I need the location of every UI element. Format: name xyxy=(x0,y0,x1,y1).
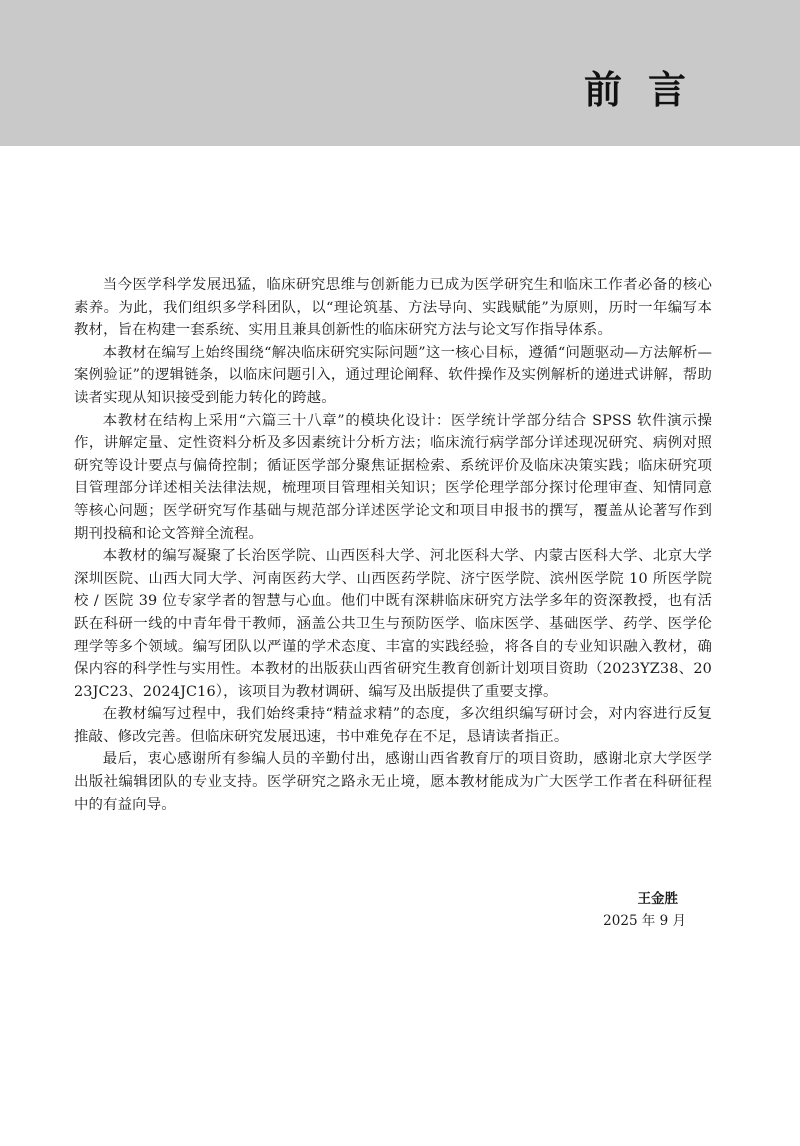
signature-block xyxy=(603,888,686,932)
paragraph: 最后，衷心感谢所有参编人员的辛勤付出，感谢山西省教育厅的项目资助，感谢北京大学医学出版社编辑团队的专业支持。医学研究之路永无止境，愿本教材能成为广大医学工作者在科研征程中的有益向导。 xyxy=(74,751,712,813)
signature-date: 2025 年 9 月 xyxy=(603,913,686,929)
paragraph: 在教材编写过程中，我们始终秉持“精益求精”的态度，多次组织编写研讨会，对内容进行反复推敲、修改完善。但临床研究发展迅速，书中难免存在不足，恳请读者指正。 xyxy=(74,706,712,745)
header-band xyxy=(0,0,800,146)
paragraph: 当今医学科学发展迅猛，临床研究思维与创新能力已成为医学研究生和临床工作者必备的核心素养。为此，我们组织多学科团队，以“理论筑基、方法导向、实践赋能”为原则，历时一年编写本教材，旨在构建一套系统、实用且兼具创新性的临床研究方法与论文写作指导体系。 xyxy=(74,277,712,339)
page-title: 前言 xyxy=(583,68,712,112)
author-name: 王金胜 xyxy=(637,891,678,907)
preface-body xyxy=(74,274,712,816)
paragraph: 本教材在结构上采用“六篇三十八章”的模块化设计：医学统计学部分结合 SPSS 软件演示操作，讲解定量、定性资料分析及多因素统计分析方法；临床流行病学部分详述现况研究、病例对照研究等设计要点与偏倚控制；循证医学部分聚焦证据检索、系统评价及临床决策实践；临床研究项目管理部分详述相关法律法规，梳理项目管理相关知识；医学伦理学部分探讨伦理审查、知情同意等核心问题；医学研究写作基础与规范部分详述医学论文和项目申报书的撰写，覆盖从论著写作到期刊投稿和论文答辩全流程。 xyxy=(74,412,712,542)
paragraph: 本教材的编写凝聚了长治医学院、山西医科大学、河北医科大学、内蒙古医科大学、北京大学深圳医院、山西大同大学、河南医药大学、山西医药学院、济宁医学院、滨州医学院 10 所医学院校 / 医院 39 位专家学者的智慧与心血。他们中既有深耕临床研究方法学多年的资深教授，也有活跃在科研一线的中青年骨干教师，涵盖公共卫生与预防医学、临床医学、基础医学、药学、医学伦理学等多个领域。编写团队以严谨的学术态度、丰富的实践经验，将各自的专业知识融入教材，确保内容的科学性与实用性。本教材的出版获山西省研究生教育创新计划项目资助（2023YZ38、2023JC23、2024JC16），该项目为教材调研、编写及出版提供了重要支撑。 xyxy=(74,548,712,700)
paragraph: 本教材在编写上始终围绕“解决临床研究实际问题”这一核心目标，遵循“问题驱动—方法解析—案例验证”的逻辑链条，以临床问题引入，通过理论阐释、软件操作及实例解析的递进式讲解，帮助读者实现从知识接受到能力转化的跨越。 xyxy=(74,344,712,406)
